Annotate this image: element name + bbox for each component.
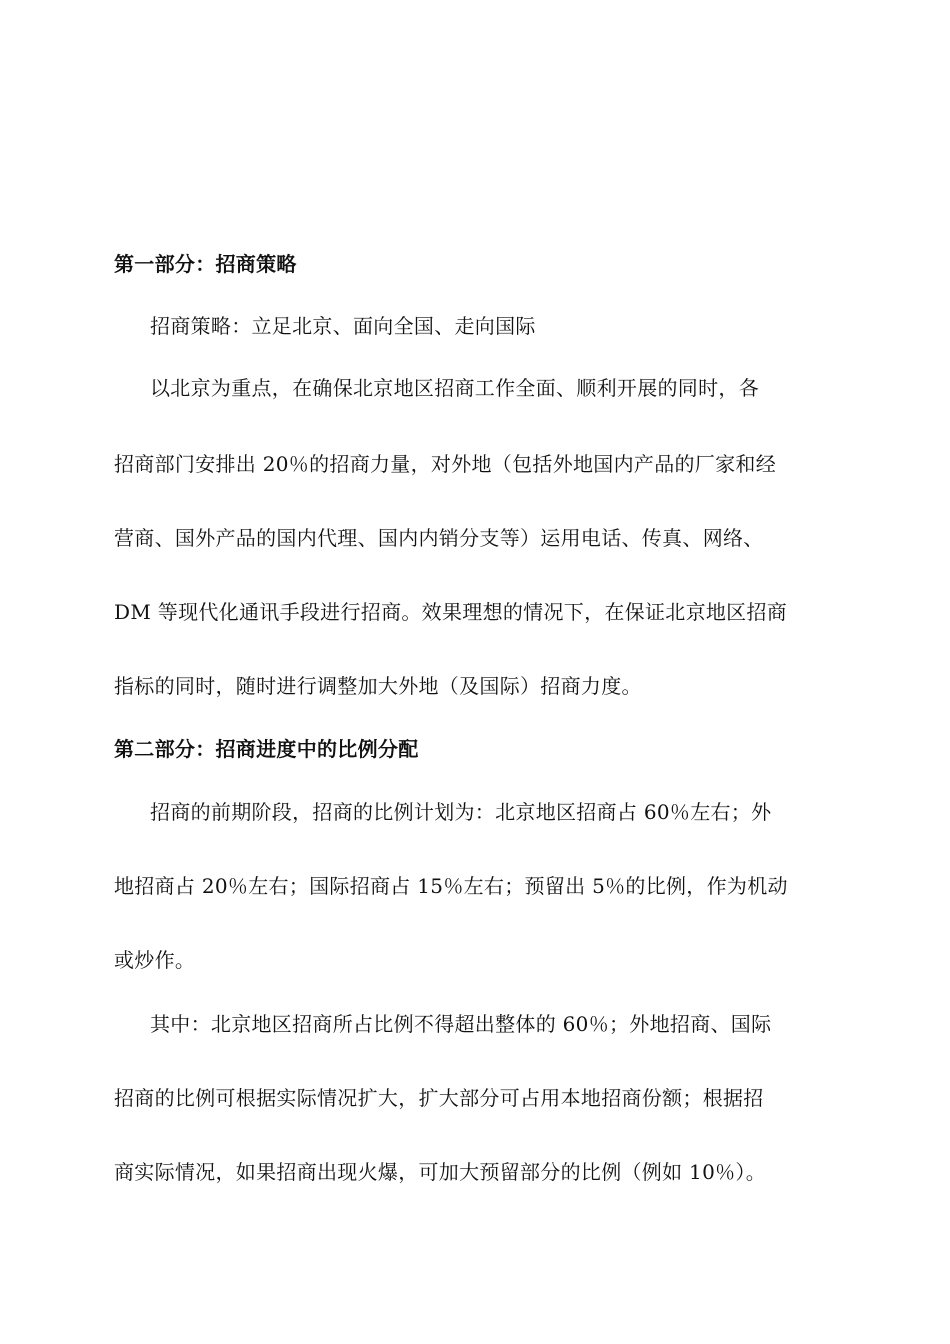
section2-paragraph2-line: 商实际情况，如果招商出现火爆，可加大预留部分的比例（例如 10％）。 [114, 1160, 767, 1184]
section2-paragraph1-line: 地招商占 20％左右；国际招商占 15％左右；预留出 5％的比例，作为机动 [114, 874, 788, 898]
section1-paragraph-line: 招商部门安排出 20％的招商力量，对外地（包括外地国内产品的厂家和经 [114, 452, 777, 476]
section1-paragraph-line: 指标的同时，随时进行调整加大外地（及国际）招商力度。 [114, 674, 642, 698]
section2-paragraph2-line: 其中：北京地区招商所占比例不得超出整体的 60％；外地招商、国际 [150, 1012, 772, 1036]
section1-paragraph-line: 以北京为重点，在确保北京地区招商工作全面、顺利开展的同时，各 [150, 376, 759, 400]
section2-paragraph1-line: 或炒作。 [114, 948, 196, 972]
section2-paragraph2-line: 招商的比例可根据实际情况扩大，扩大部分可占用本地招商份额；根据招 [114, 1086, 764, 1110]
section1-paragraph-line: DM 等现代化通讯手段进行招商。效果理想的情况下，在保证北京地区招商 [114, 600, 788, 624]
strategy-line: 招商策略：立足北京、面向全国、走向国际 [150, 314, 536, 338]
section1-paragraph-line: 营商、国外产品的国内代理、国内内销分支等）运用电话、传真、网络、 [114, 526, 764, 550]
section1-heading: 第一部分：招商策略 [114, 252, 297, 276]
section2-paragraph1-line: 招商的前期阶段，招商的比例计划为：北京地区招商占 60％左右；外 [150, 800, 772, 824]
section2-heading: 第二部分：招商进度中的比例分配 [114, 737, 419, 761]
